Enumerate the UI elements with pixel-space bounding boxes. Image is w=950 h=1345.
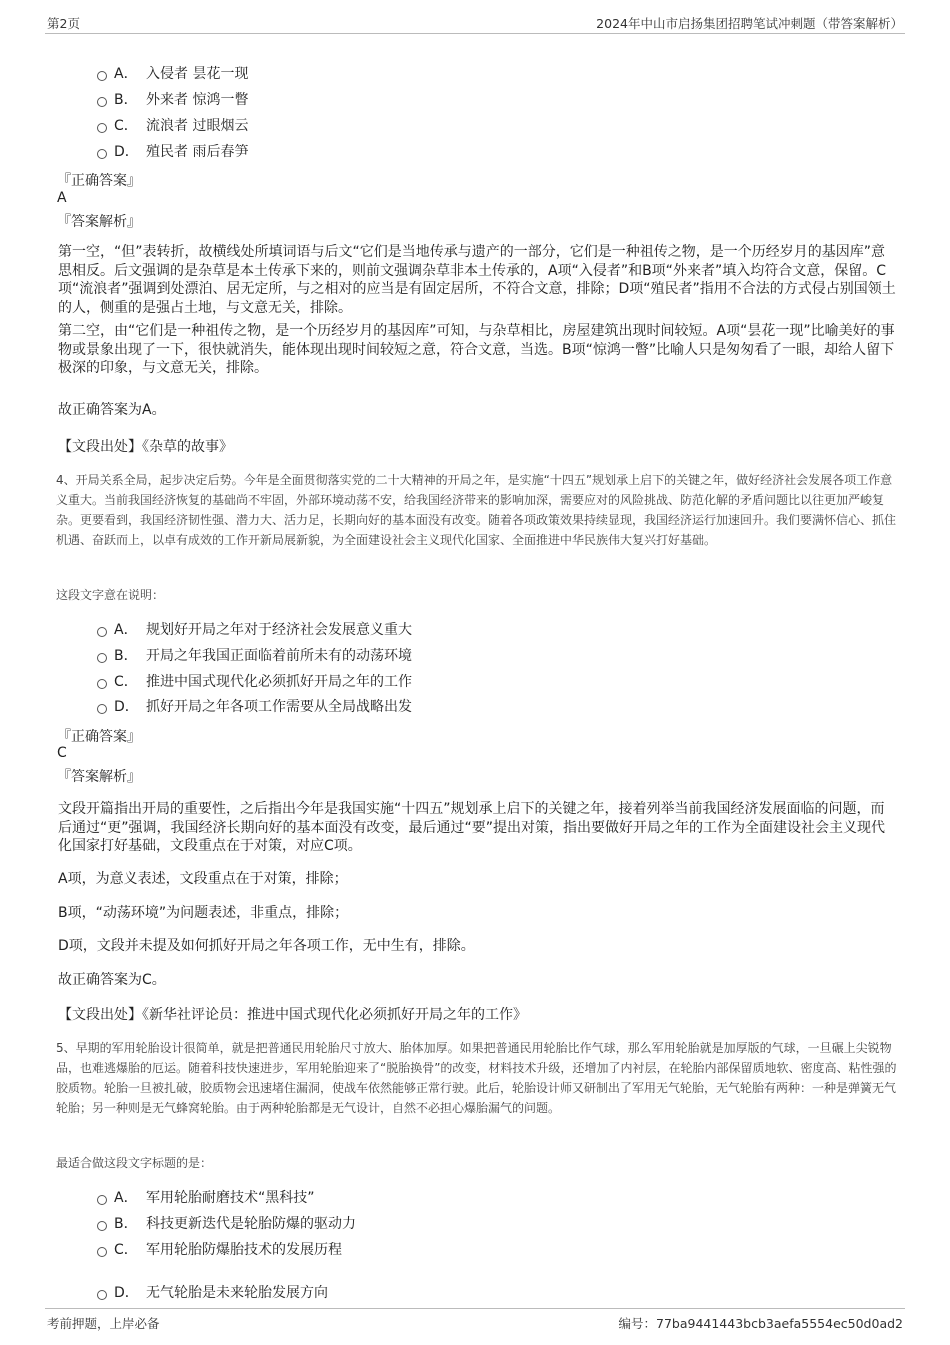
footer-divider [45,1308,905,1309]
radio-icon[interactable] [97,679,107,689]
analysis-label: 『答案解析』 [57,769,141,785]
document-title: 2024年中山市启扬集团招聘笔试冲刺题（带答案解析） [596,16,903,31]
source-citation: 【文段出处】《杂草的故事》 [58,439,233,455]
correct-answer-label: 『正确答案』 [57,729,141,745]
q5-option-c[interactable]: C． 军用轮胎防爆胎技术的发展历程 [97,1240,342,1260]
question-prompt: 这段文字意在说明： [56,588,165,602]
q4-option-b[interactable]: B． 开局之年我国正面临着前所未有的动荡环境 [97,646,412,666]
document-id: 编号：77ba9441443bcb3aefa5554ec50d0ad2 [618,1316,903,1331]
q5-option-d[interactable]: D． 无气轮胎是未来轮胎发展方向 [97,1283,328,1303]
analysis-line: A项，为意义表述，文段重点在于对策，排除； [58,871,348,887]
q4-option-c[interactable]: C． 推进中国式现代化必须抓好开局之年的工作 [97,672,412,692]
correct-answer-label: 『正确答案』 [57,173,141,189]
analysis-paragraph: 文段开篇指出开局的重要性，之后指出今年是我国实施“十四五”规划承上启下的关键之年，接着列举当前我国经济发展面临的问题，而后通过“更”强调，我国经济长期向好的基本面没有改变，最后通过“要”提出对策，指出要做好开局之年的工作为全面建设社会主义现代化国家打好基础，文段重点在于对策，对应C项。 [58,801,886,854]
analysis-line: D项，文段并未提及如何抓好开局之年各项工作，无中生有，排除。 [58,938,475,954]
q4-option-a[interactable]: A． 规划好开局之年对于经济社会发展意义重大 [97,620,412,640]
radio-icon[interactable] [97,97,107,107]
page-number: 第2页 [47,16,80,31]
radio-icon[interactable] [97,1221,107,1231]
radio-icon[interactable] [97,1195,107,1205]
correct-answer-value: C [57,745,67,761]
footer-slogan: 考前押题，上岸必备 [47,1316,160,1331]
analysis-label: 『答案解析』 [57,214,141,230]
radio-icon[interactable] [97,1290,107,1300]
q4-option-d[interactable]: D． 抓好开局之年各项工作需要从全局战略出发 [97,697,412,717]
q3-option-b[interactable]: B． 外来者 惊鸿一瞥 [97,90,248,110]
radio-icon[interactable] [97,704,107,714]
q5-option-b[interactable]: B． 科技更新迭代是轮胎防爆的驱动力 [97,1214,356,1234]
analysis-line: B项，“动荡环境”为问题表述，非重点，排除； [58,905,349,921]
analysis-conclusion: 故正确答案为C。 [58,972,166,988]
q3-option-a[interactable]: A． 入侵者 昙花一现 [97,64,248,84]
radio-icon[interactable] [97,71,107,81]
analysis-conclusion: 故正确答案为A。 [58,402,166,418]
q5-option-a[interactable]: A． 军用轮胎耐磨技术“黑科技” [97,1188,315,1208]
radio-icon[interactable] [97,627,107,637]
q3-option-c[interactable]: C． 流浪者 过眼烟云 [97,116,248,136]
analysis-paragraph: 第二空，由“它们是一种祖传之物，是一个历经岁月的基因库”可知，与杂草相比，房屋建筑出现时间较短。A项“昙花一现”比喻美好的事物或景象出现了一下，很快就消失，能体现出现时间较短之意，符合文意，当选。B项“惊鸿一瞥”比喻人只是匆匆看了一眼，却给人留下极深的印象，与文意无关，排除。 [58,323,895,376]
correct-answer-value: A [57,190,67,206]
question-stem: 5、早期的军用轮胎设计很简单，就是把普通民用轮胎尺寸放大、胎体加厚。如果把普通民用轮胎比作气球，那么军用轮胎就是加厚版的气球，一旦碾上尖锐物品，也难逃爆胎的厄运。随着科技快速进步，军用轮胎迎来了“脱胎换骨”的改变，材料技术升级，还增加了内衬层，在轮胎内部保留质地软、密度高、粘性强的胶质物。轮胎一旦被扎破，胶质物会迅速堵住漏洞，使战车依然能够正常行驶。此后，轮胎设计师又研制出了军用无气轮胎，无气轮胎有两种：一种是弹簧无气轮胎；另一种则是无气蜂窝轮胎。由于两种轮胎都是无气设计，自然不必担心爆胎漏气的问题。 [56,1041,897,1115]
question-stem: 4、开局关系全局，起步决定后势。今年是全面贯彻落实党的二十大精神的开局之年，是实施“十四五”规划承上启下的关键之年，做好经济社会发展各项工作意义重大。当前我国经济恢复的基础尚不牢固，外部环境动荡不安，给我国经济带来的影响加深，需要应对的风险挑战、防范化解的矛盾问题比以往更加严峻复杂。更要看到，我国经济韧性强、潜力大、活力足，长期向好的基本面没有改变。随着各项政策效果持续显现，我国经济运行加速回升。我们要满怀信心、抓住机遇、奋跃而上，以卓有成效的工作开新局展新貌，为全面建设社会主义现代化国家、全面推进中华民族伟大复兴打好基础。 [56,473,897,547]
radio-icon[interactable] [97,149,107,159]
analysis-paragraph: 第一空，“但”表转折，故横线处所填词语与后文“它们是当地传承与遗产的一部分，它们是一种祖传之物，是一个历经岁月的基因库”意思相反。后文强调的是杂草是本土传承下来的，则前文强调杂草非本土传承的，A项“入侵者”和B项“外来者”填入均符合文意，保留。C项“流浪者”强调到处漂泊、居无定所，与之相对的应当是有固定居所，不符合文意，排除；D项“殖民者”指用不合法的方式侵占别国领土的人，侧重的是强占土地，与文意无关，排除。 [58,244,896,316]
radio-icon[interactable] [97,123,107,133]
radio-icon[interactable] [97,1247,107,1257]
q3-option-d[interactable]: D． 殖民者 雨后春笋 [97,142,248,162]
source-citation: 【文段出处】《新华社评论员：推进中国式现代化必须抓好开局之年的工作》 [58,1007,527,1023]
header-divider [45,33,905,34]
radio-icon[interactable] [97,653,107,663]
question-prompt: 最适合做这段文字标题的是： [56,1156,213,1170]
